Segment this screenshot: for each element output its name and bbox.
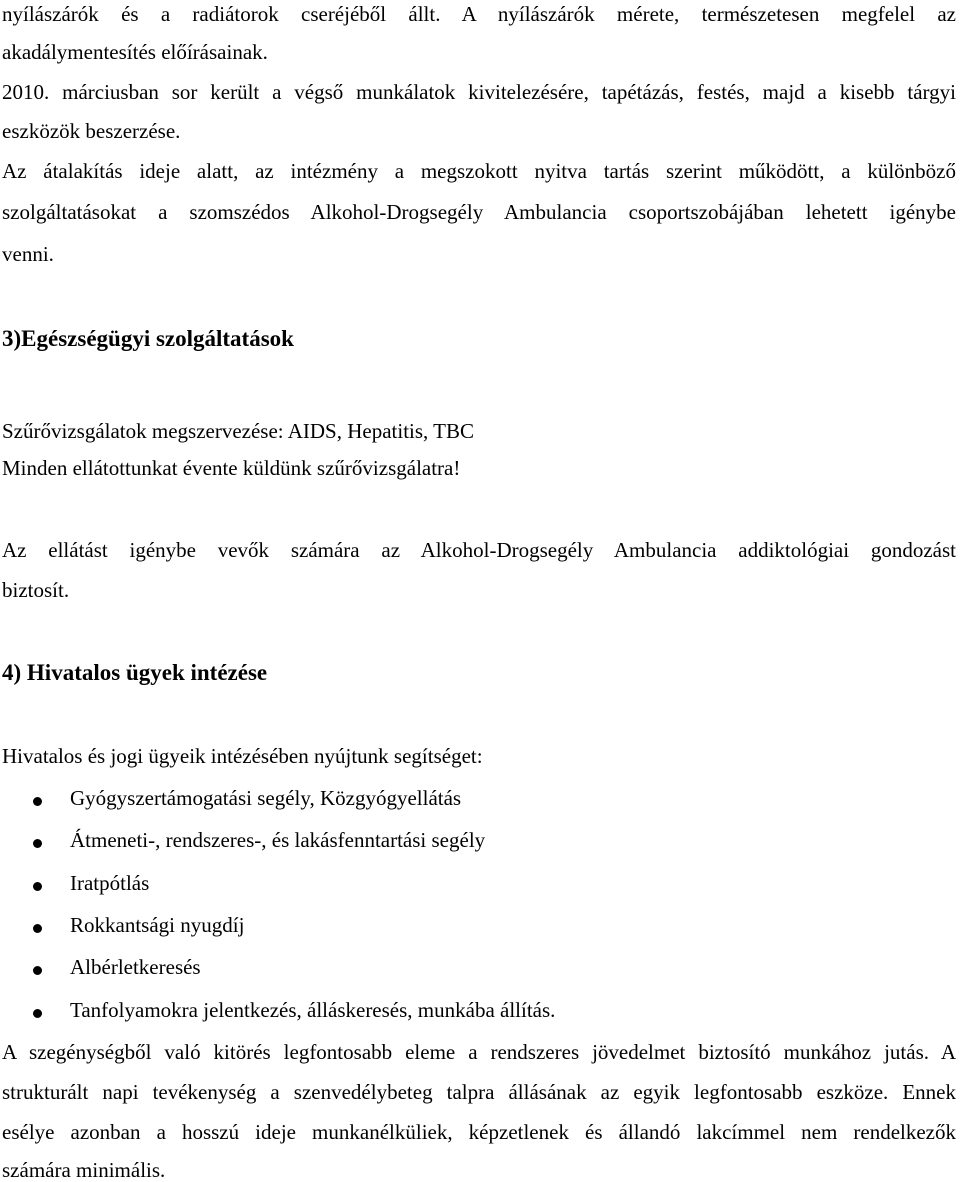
list-item: [0, 873, 960, 899]
bullet-icon: [33, 966, 42, 975]
text-line: Hivatalos és jogi ügyeik intézésében nyújtunk segítséget:: [2, 744, 483, 768]
list-item: [0, 830, 960, 856]
text-line: strukturált napi tevékenység a szenvedélybeteg talpra állásának az egyik legfontosabb eszköze. Ennek: [2, 1080, 956, 1104]
bullet-icon: [33, 924, 42, 933]
bullet-icon: [33, 797, 42, 806]
text-line: venni.: [2, 242, 54, 266]
bullet-icon: [33, 839, 42, 848]
text-line: számára minimális.: [2, 1158, 166, 1182]
section-heading: 3)Egészségügyi szolgáltatások: [2, 326, 294, 351]
list-item: [0, 788, 960, 814]
list-item: [0, 915, 960, 941]
list-item: [0, 957, 960, 983]
list-item-label: Átmeneti-, rendszeres-, és lakásfenntartási segély: [70, 828, 486, 852]
list-item: [0, 1000, 960, 1026]
text-line: esélye azonban a hosszú ideje munkanélküliek, képzetlenek és állandó lakcímmel nem rendelkezők: [2, 1120, 956, 1144]
text-line: A szegénységből való kitörés legfontosabb eleme a rendszeres jövedelmet biztosító munkához jutás. A: [2, 1040, 956, 1064]
section-heading: 4) Hivatalos ügyek intézése: [2, 660, 268, 685]
text-line: Szűrővizsgálatok megszervezése: AIDS, Hepatitis, TBC: [2, 419, 475, 443]
text-line: 2010. márciusban sor került a végső munkálatok kivitelezésére, tapétázás, festés, majd a kisebb tárgyi: [2, 80, 956, 104]
text-line: szolgáltatásokat a szomszédos Alkohol-Drogsegély Ambulancia csoportszobájában lehetett igénybe: [2, 200, 956, 224]
text-line: Az ellátást igénybe vevők számára az Alkohol-Drogsegély Ambulancia addiktológiai gondozást: [2, 538, 956, 562]
list-item-label: Tanfolyamokra jelentkezés, álláskeresés, munkába állítás.: [70, 998, 556, 1022]
list-item-label: Rokkantsági nyugdíj: [70, 913, 245, 937]
bullet-icon: [33, 882, 42, 891]
list-item-label: Gyógyszertámogatási segély, Közgyógyellátás: [70, 786, 462, 810]
text-line: biztosít.: [2, 578, 70, 602]
list-item-label: Albérletkeresés: [70, 955, 201, 979]
text-line: Minden ellátottunkat évente küldünk szűrővizsgálatra!: [2, 456, 461, 480]
list-item-label: Iratpótlás: [70, 871, 150, 895]
text-line: Az átalakítás ideje alatt, az intézmény a megszokott nyitva tartás szerint működött, a különböző: [2, 159, 956, 183]
bullet-icon: [33, 1009, 42, 1018]
text-line: nyílászárók és a radiátorok cseréjéből állt. A nyílászárók mérete, természetesen megfelel az: [2, 2, 956, 26]
text-line: eszközök beszerzése.: [2, 119, 181, 143]
text-line: akadálymentesítés előírásainak.: [2, 40, 268, 64]
